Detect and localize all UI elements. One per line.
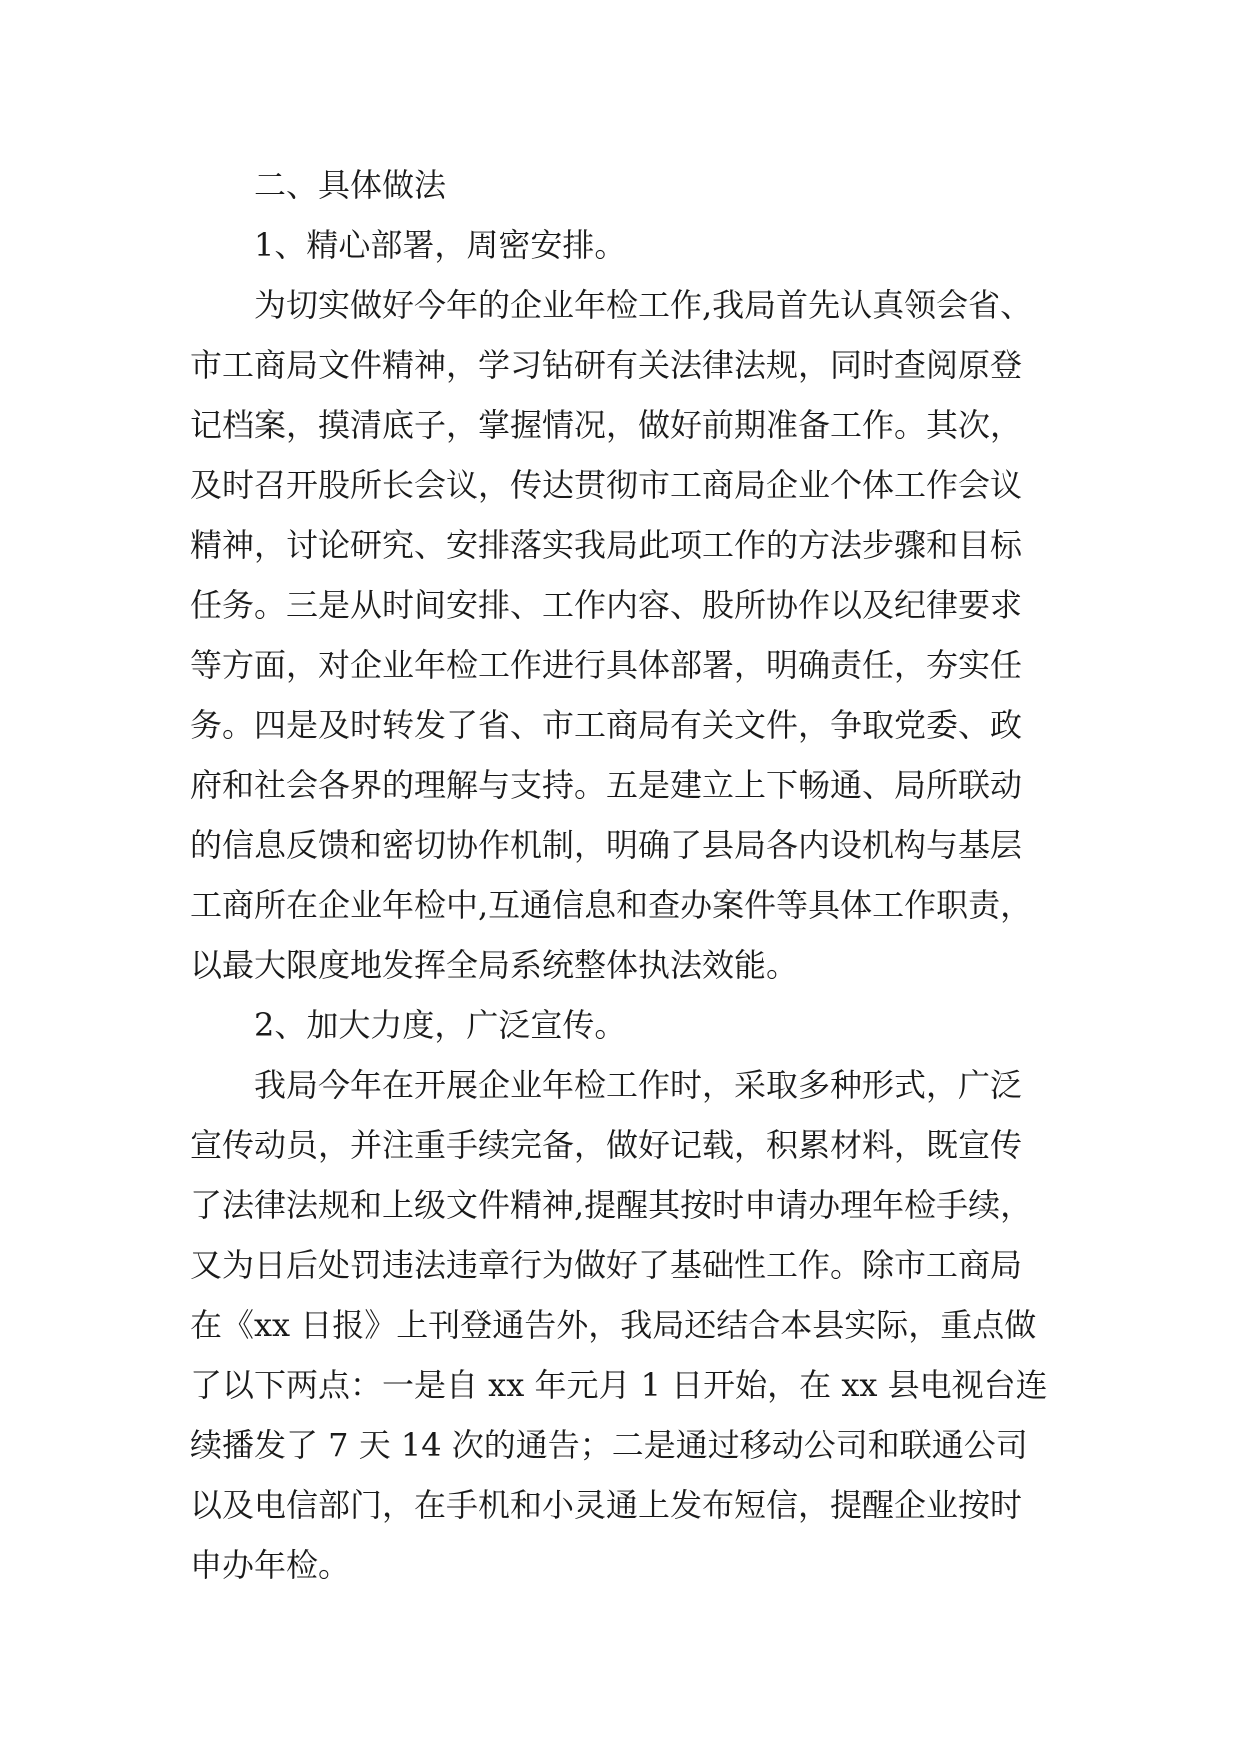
paragraph-line: 市工商局文件精神，学习钻研有关法律法规，同时查阅原登 bbox=[190, 346, 1023, 384]
paragraph-line: 务。四是及时转发了省、市工商局有关文件，争取党委、政 bbox=[190, 706, 1023, 744]
paragraph-line: 的信息反馈和密切协作机制，明确了县局各内设机构与基层 bbox=[190, 826, 1023, 864]
subheading-1: 1、精心部署，周密安排。 bbox=[254, 226, 627, 264]
paragraph-line: 续播发了 7 天 14 次的通告；二是通过移动公司和联通公司 bbox=[190, 1426, 1028, 1464]
paragraph-line: 了法律法规和上级文件精神,提醒其按时申请办理年检手续， bbox=[190, 1186, 1033, 1224]
paragraph-line: 精神，讨论研究、安排落实我局此项工作的方法步骤和目标 bbox=[190, 526, 1023, 564]
paragraph-line: 在《xx 日报》上刊登通告外，我局还结合本县实际，重点做 bbox=[190, 1306, 1037, 1344]
paragraph-line: 为切实做好今年的企业年检工作,我局首先认真领会省、 bbox=[254, 286, 1033, 324]
paragraph-line: 等方面，对企业年检工作进行具体部署，明确责任，夯实任 bbox=[190, 646, 1023, 684]
paragraph-line: 府和社会各界的理解与支持。五是建立上下畅通、局所联动 bbox=[190, 766, 1023, 804]
paragraph-line: 记档案，摸清底子，掌握情况，做好前期准备工作。其次， bbox=[190, 406, 1023, 444]
paragraph-line: 宣传动员，并注重手续完备，做好记载，积累材料，既宣传 bbox=[190, 1126, 1023, 1164]
paragraph-line: 以及电信部门，在手机和小灵通上发布短信，提醒企业按时 bbox=[190, 1486, 1023, 1524]
paragraph-line: 及时召开股所长会议，传达贯彻市工商局企业个体工作会议 bbox=[190, 466, 1023, 504]
paragraph-line: 任务。三是从时间安排、工作内容、股所协作以及纪律要求 bbox=[190, 586, 1023, 624]
paragraph-line: 我局今年在开展企业年检工作时，采取多种形式，广泛 bbox=[254, 1066, 1023, 1104]
paragraph-line: 以最大限度地发挥全局系统整体执法效能。 bbox=[190, 946, 799, 984]
paragraph-line: 又为日后处罚违法违章行为做好了基础性工作。除市工商局 bbox=[190, 1246, 1023, 1284]
subheading-2: 2、加大力度，广泛宣传。 bbox=[254, 1006, 627, 1044]
paragraph-line: 申办年检。 bbox=[190, 1546, 351, 1584]
section-heading: 二、具体做法 bbox=[254, 166, 447, 204]
paragraph-line: 工商所在企业年检中,互通信息和查办案件等具体工作职责， bbox=[190, 886, 1033, 924]
paragraph-line: 了以下两点：一是自 xx 年元月 1 日开始，在 xx 县电视台连 bbox=[190, 1366, 1048, 1404]
